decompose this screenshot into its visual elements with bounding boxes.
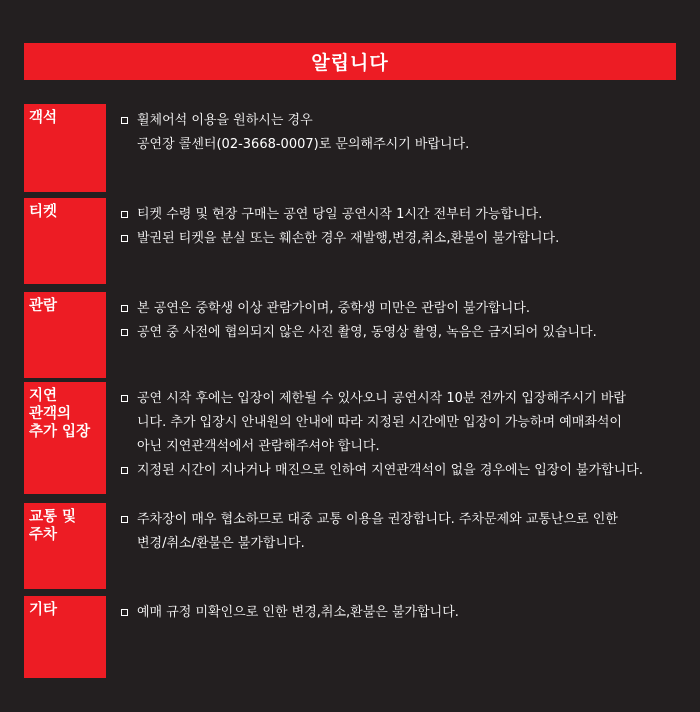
section-label: 객석 xyxy=(29,110,58,126)
list-item: 발권된 티켓을 분실 또는 훼손한 경우 재발행,변경,취소,환불이 불가합니다. xyxy=(121,227,681,251)
notice-banner xyxy=(24,43,676,80)
section-label: 관람 xyxy=(29,298,58,314)
square-bullet-icon xyxy=(121,211,128,218)
list-item: 예매 규정 미확인으로 인한 변경,취소,환불은 불가합니다. xyxy=(121,601,681,625)
square-bullet-icon xyxy=(121,609,128,616)
section-seats xyxy=(24,104,684,194)
list-item: 본 공연은 중학생 이상 관람가이며, 중학생 미만은 관람이 불가합니다. xyxy=(121,297,681,321)
square-bullet-icon xyxy=(121,305,128,312)
list-item: 티켓 수령 및 현장 구매는 공연 당일 공연시작 1시간 전부터 가능합니다. xyxy=(121,203,681,227)
section-label: 기타 xyxy=(29,602,58,618)
section-traffic-parking xyxy=(24,503,684,589)
section-etc xyxy=(24,596,684,678)
page-title: 알립니다 xyxy=(311,52,389,74)
section-label-box xyxy=(24,104,106,192)
list-item: 휠체어석 이용을 원하시는 경우 공연장 콜센터(02-3668-0007)로 문의해주시기 바랍니다. xyxy=(121,109,681,157)
section-ticket xyxy=(24,198,684,284)
list-item: 지정된 시간이 지나거나 매진으로 인하여 지연관객석이 없을 경우에는 입장이 불가합니다. xyxy=(121,459,681,483)
section-items xyxy=(121,387,681,483)
square-bullet-icon xyxy=(121,467,128,474)
section-late-entry xyxy=(24,382,684,494)
section-items xyxy=(121,601,681,625)
section-viewing xyxy=(24,292,684,378)
list-item: 주차장이 매우 협소하므로 대중 교통 이용을 권장합니다. 주차문제와 교통난으로 인한 변경/취소/환불은 불가합니다. xyxy=(121,508,681,556)
square-bullet-icon xyxy=(121,395,128,402)
square-bullet-icon xyxy=(121,516,128,523)
list-item: 공연 중 사전에 협의되지 않은 사진 촬영, 동영상 촬영, 녹음은 금지되어 있습니다. xyxy=(121,321,681,345)
square-bullet-icon xyxy=(121,117,128,124)
section-items xyxy=(121,297,681,345)
square-bullet-icon xyxy=(121,329,128,336)
section-label-box xyxy=(24,596,106,678)
section-label: 지연 관객의 추가 입장 xyxy=(29,388,91,440)
section-label-box xyxy=(24,198,106,284)
section-label: 교통 및 주차 xyxy=(29,509,77,543)
section-label-box xyxy=(24,382,106,494)
list-item: 공연 시작 후에는 입장이 제한될 수 있사오니 공연시작 10분 전까지 입장해주시기 바랍 니다. 추가 입장시 안내원의 안내에 따라 지정된 시간에만 입장이 가능하며 예매좌석이 아닌 지연관객석에서 관람해주셔야 합니다. xyxy=(121,387,681,459)
section-items xyxy=(121,203,681,251)
section-label-box xyxy=(24,292,106,378)
square-bullet-icon xyxy=(121,235,128,242)
section-label: 티켓 xyxy=(29,204,58,220)
section-items xyxy=(121,109,681,157)
section-items xyxy=(121,508,681,556)
section-label-box xyxy=(24,503,106,589)
